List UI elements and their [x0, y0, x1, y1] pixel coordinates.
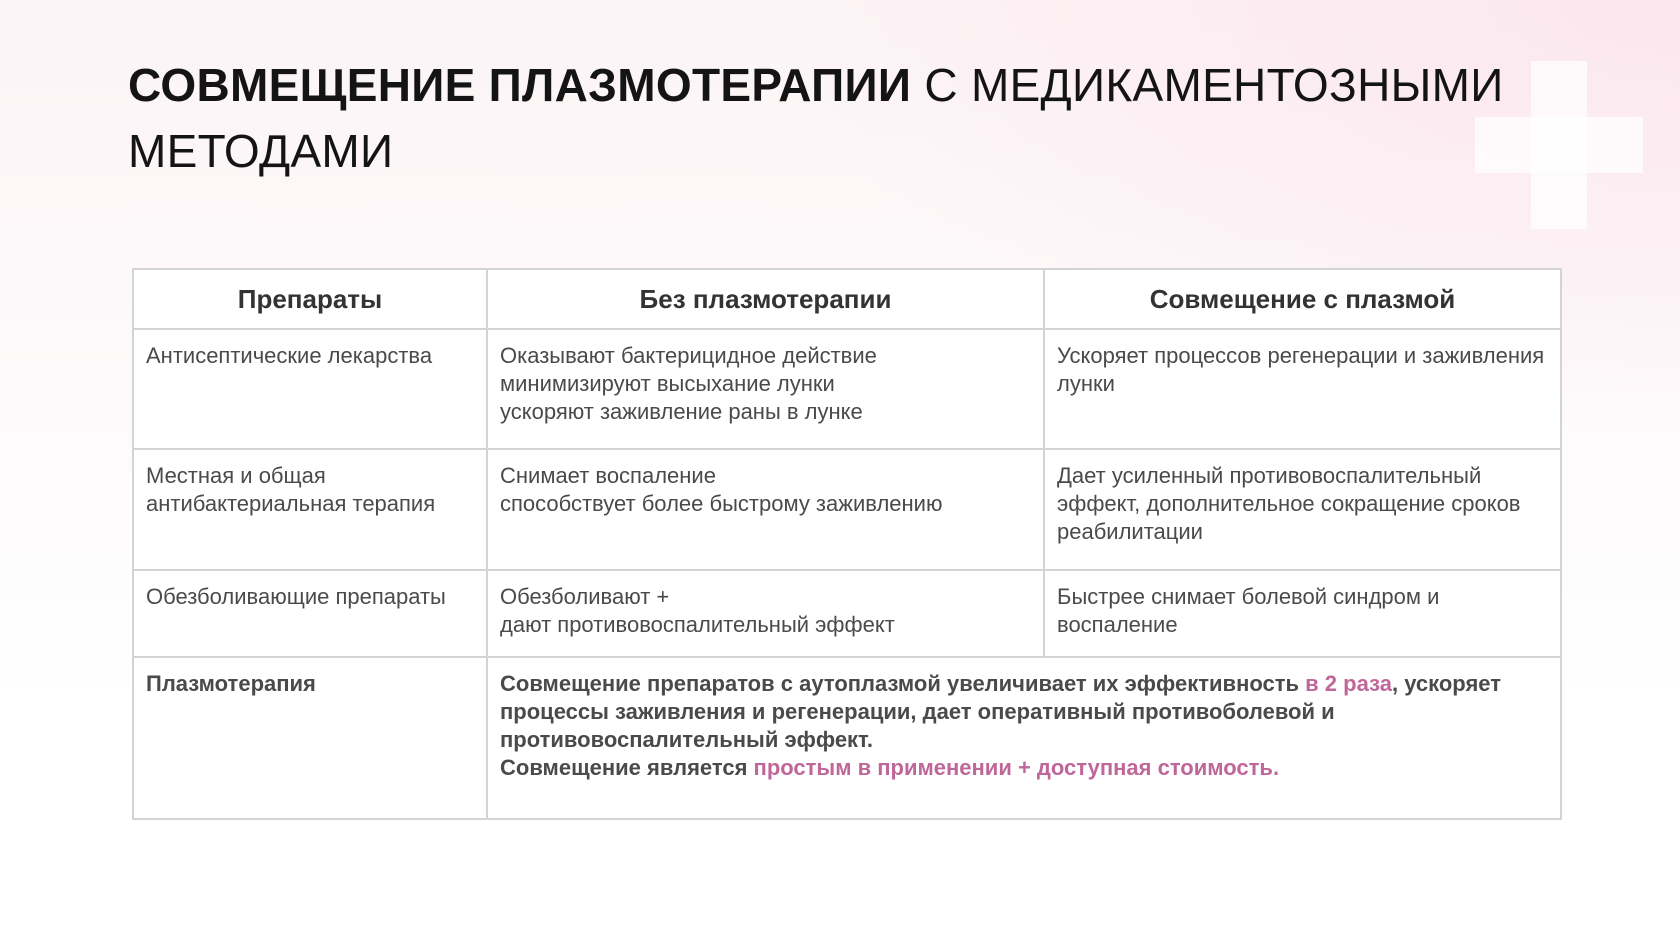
table-row — [133, 570, 1561, 657]
without-plasma-cell — [487, 570, 1044, 657]
page-title — [128, 52, 1548, 184]
plasma-highlight-efficiency: в 2 раза — [1305, 671, 1392, 696]
table-row — [133, 329, 1561, 449]
without-plasma-line: ускоряют заживление раны в лунке — [500, 399, 863, 424]
without-plasma-line: Оказывают бактерицидное действие — [500, 343, 877, 368]
plasma-highlight-simplicity: простым в применении + доступная стоимость. — [753, 755, 1280, 780]
without-plasma-line: Обезболивают + — [500, 584, 670, 609]
plasma-label-cell: Плазмотерапия — [133, 657, 487, 819]
header-without-plasma: Без плазмотерапии — [487, 269, 1044, 329]
comparison-table — [132, 268, 1562, 820]
page-title-bold: СОВМЕЩЕНИЕ ПЛАЗМОТЕРАПИИ — [128, 59, 912, 111]
with-plasma-cell: Ускоряет процессов регенерации и заживления лунки — [1044, 329, 1561, 449]
plasma-summary-row — [133, 657, 1561, 819]
plasma-summary-text: Совмещение препаратов с аутоплазмой увеличивает их эффективность — [500, 671, 1306, 696]
without-plasma-line: способствует более быстрому заживлению — [500, 491, 943, 516]
without-plasma-line: Снимает воспаление — [500, 463, 716, 488]
without-plasma-cell — [487, 329, 1044, 449]
with-plasma-cell: Дает усиленный противовоспалительный эффект, дополнительное сокращение сроков реабилитации — [1044, 449, 1561, 570]
drug-cell: Местная и общая антибактериальная терапия — [133, 449, 487, 570]
header-with-plasma: Совмещение с плазмой — [1044, 269, 1561, 329]
without-plasma-line: дают противовоспалительный эффект — [500, 612, 895, 637]
page-title-regular: С МЕДИКАМЕНТОЗНЫМИ МЕТОДАМИ — [128, 59, 1504, 177]
plasma-summary-text: Совмещение является — [500, 755, 754, 780]
drug-cell: Обезболивающие препараты — [133, 570, 487, 657]
drug-cell: Антисептические лекарства — [133, 329, 487, 449]
table-row — [133, 449, 1561, 570]
without-plasma-cell — [487, 449, 1044, 570]
without-plasma-line: минимизируют высыхание лунки — [500, 371, 835, 396]
plasma-summary-cell — [487, 657, 1561, 819]
plasma-summary-text: , ускоряет процессы заживления и регенерации, дает оперативный противоболевой и противовоспалительный эффект. — [500, 671, 1501, 752]
with-plasma-cell: Быстрее снимает болевой синдром и воспаление — [1044, 570, 1561, 657]
table-header-row — [133, 269, 1561, 329]
header-drugs: Препараты — [133, 269, 487, 329]
